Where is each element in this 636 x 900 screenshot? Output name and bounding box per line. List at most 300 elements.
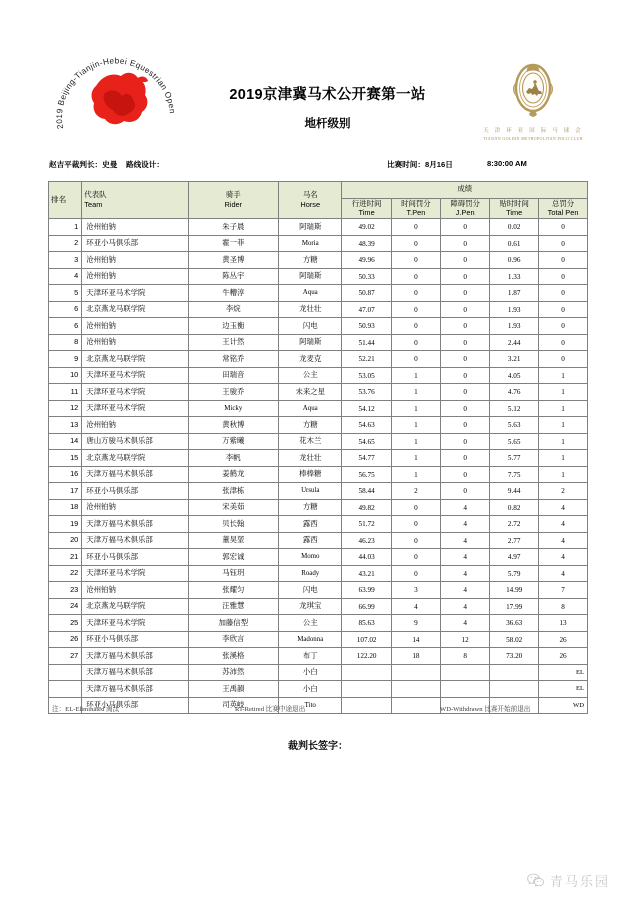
table-row <box>49 516 588 533</box>
col-header-horse-cn: 马名 <box>302 190 318 200</box>
event-logo <box>52 50 182 158</box>
cell-adjtime: 2.44 <box>490 334 539 351</box>
cell-team: 天津万福马术俱乐部 <box>82 664 188 681</box>
cell-total: 0 <box>539 301 588 318</box>
cell-total: 0 <box>539 219 588 236</box>
cell-jpen: 0 <box>441 417 490 434</box>
sheet-header <box>0 0 636 141</box>
cell-rider: 张溪格 <box>188 648 278 665</box>
cell-rank: 18 <box>49 499 82 516</box>
cell-rider: 张耀匀 <box>188 582 278 599</box>
cell-adjtime <box>490 681 539 698</box>
cell-team: 天津环亚马术学院 <box>82 615 188 632</box>
cell-time: 85.63 <box>342 615 391 632</box>
table-row <box>49 532 588 549</box>
cell-jpen: 0 <box>441 285 490 302</box>
cell-time: 56.75 <box>342 466 391 483</box>
cell-tpen: 0 <box>391 334 440 351</box>
cell-jpen: 0 <box>441 483 490 500</box>
cell-rider: 李欣言 <box>188 631 278 648</box>
cell-jpen: 4 <box>441 615 490 632</box>
cell-total: 0 <box>539 351 588 368</box>
cell-time: 44.03 <box>342 549 391 566</box>
cell-total: 26 <box>539 631 588 648</box>
col-header-adjtime-en: Time <box>506 208 523 218</box>
cell-rider: 王计然 <box>188 334 278 351</box>
legend-withdrawn: WD-Withdrawn 比赛开始前退出 <box>440 706 531 713</box>
cell-horse: 闪电 <box>279 582 342 599</box>
cell-rider: 黄圣博 <box>188 252 278 269</box>
cell-jpen: 0 <box>441 433 490 450</box>
cell-team: 沧州铂钠 <box>82 582 188 599</box>
cell-horse: Momo <box>279 549 342 566</box>
cell-rank: 14 <box>49 433 82 450</box>
col-header-rank: 排名 <box>49 182 82 219</box>
cell-rank: 4 <box>49 268 82 285</box>
cell-tpen: 1 <box>391 450 440 467</box>
cell-rider: 黄秋博 <box>188 417 278 434</box>
cell-total: 13 <box>539 615 588 632</box>
cell-time: 46.23 <box>342 532 391 549</box>
cell-jpen: 0 <box>441 351 490 368</box>
cell-adjtime: 0.82 <box>490 499 539 516</box>
cell-time: 54.12 <box>342 400 391 417</box>
col-header-time-en: Time <box>358 208 375 218</box>
beijing-tianjin-hebei-equestrian-open-logo <box>52 50 182 158</box>
cell-rider: 李烷 <box>188 301 278 318</box>
cell-adjtime: 73.20 <box>490 648 539 665</box>
cell-horse: 方糖 <box>279 499 342 516</box>
cell-adjtime: 7.75 <box>490 466 539 483</box>
cell-time: 49.96 <box>342 252 391 269</box>
cell-time: 51.72 <box>342 516 391 533</box>
col-header-time-cn: 行进时间 <box>351 198 382 208</box>
cell-tpen: 1 <box>391 433 440 450</box>
cell-jpen: 0 <box>441 252 490 269</box>
cell-time: 50.87 <box>342 285 391 302</box>
cell-rider: 汪雅慧 <box>188 598 278 615</box>
cell-adjtime: 0.96 <box>490 252 539 269</box>
cell-total: 4 <box>539 565 588 582</box>
cell-horse: 闪电 <box>279 318 342 335</box>
table-row <box>49 565 588 582</box>
table-row <box>49 648 588 665</box>
cell-rank: 3 <box>49 252 82 269</box>
cell-rank: 13 <box>49 417 82 434</box>
cell-team: 沧州铂钠 <box>82 499 188 516</box>
cell-team: 环亚小马俱乐部 <box>82 697 188 714</box>
cell-team: 沧州铂钠 <box>82 268 188 285</box>
cell-rank: 11 <box>49 384 82 401</box>
cell-total: 1 <box>539 433 588 450</box>
col-header-adjtime-cn: 贴时时间 <box>499 198 529 208</box>
cell-time: 66.99 <box>342 598 391 615</box>
cell-rider: 边玉衡 <box>188 318 278 335</box>
cell-rank: 26 <box>49 631 82 648</box>
cell-team: 天津环亚马术学院 <box>82 400 188 417</box>
cell-time: 50.93 <box>342 318 391 335</box>
cell-tpen: 0 <box>391 252 440 269</box>
table-row <box>49 450 588 467</box>
cell-jpen: 0 <box>441 334 490 351</box>
cell-tpen: 0 <box>391 219 440 236</box>
cell-adjtime: 4.05 <box>490 367 539 384</box>
cell-tpen: 0 <box>391 268 440 285</box>
cell-rank: 17 <box>49 483 82 500</box>
col-header-adjtime <box>490 198 539 219</box>
cell-adjtime: 4.76 <box>490 384 539 401</box>
col-header-rider-cn: 骑手 <box>225 190 241 200</box>
table-body <box>49 219 588 714</box>
cell-team: 沧州铂钠 <box>82 219 188 236</box>
cell-adjtime: 2.77 <box>490 532 539 549</box>
col-header-tpen <box>391 198 440 219</box>
cell-rank: 22 <box>49 565 82 582</box>
cell-total: 2 <box>539 483 588 500</box>
cell-horse: 公主 <box>279 367 342 384</box>
cell-jpen: 4 <box>441 549 490 566</box>
table-row <box>49 433 588 450</box>
cell-rank: 8 <box>49 334 82 351</box>
cell-tpen: 2 <box>391 483 440 500</box>
table-row <box>49 664 588 681</box>
cell-rider: 司英岐 <box>188 697 278 714</box>
cell-team: 环亚小马俱乐部 <box>82 483 188 500</box>
page-subtitle: 地杆级别 <box>304 117 351 130</box>
cell-jpen: 4 <box>441 598 490 615</box>
cell-horse: 龙麦克 <box>279 351 342 368</box>
cell-tpen: 0 <box>391 532 440 549</box>
cell-time: 58.44 <box>342 483 391 500</box>
cell-total: WD <box>539 697 588 714</box>
cell-jpen: 0 <box>441 384 490 401</box>
cell-horse: 小白 <box>279 681 342 698</box>
cell-adjtime: 14.99 <box>490 582 539 599</box>
cell-jpen: 12 <box>441 631 490 648</box>
cell-total: 1 <box>539 384 588 401</box>
cell-total: 4 <box>539 549 588 566</box>
col-header-rider <box>188 182 278 219</box>
cell-total: EL <box>539 681 588 698</box>
table-row <box>49 400 588 417</box>
cell-team: 天津环亚马术学院 <box>82 285 188 302</box>
cell-adjtime: 1.93 <box>490 301 539 318</box>
cell-jpen <box>441 664 490 681</box>
competition-date: 比赛时间：8月16日 <box>387 160 453 169</box>
col-header-jpen-cn: 障碍罚分 <box>450 198 480 208</box>
cell-adjtime: 1.33 <box>490 268 539 285</box>
cell-team: 沧州铂钠 <box>82 417 188 434</box>
cell-rank: 6 <box>49 318 82 335</box>
cell-adjtime <box>490 664 539 681</box>
cell-rider: 马钰玥 <box>188 565 278 582</box>
cell-horse: Tito <box>279 697 342 714</box>
cell-jpen: 0 <box>441 268 490 285</box>
table-header-row-1 <box>49 182 588 199</box>
cell-time: 49.02 <box>342 219 391 236</box>
cell-horse: 未来之星 <box>279 384 342 401</box>
cell-adjtime: 0.02 <box>490 219 539 236</box>
cell-rider: 王骏乔 <box>188 384 278 401</box>
cell-rider: 常铭乔 <box>188 351 278 368</box>
cell-jpen: 4 <box>441 516 490 533</box>
cell-total: 0 <box>539 318 588 335</box>
cell-adjtime: 5.65 <box>490 433 539 450</box>
cell-jpen: 8 <box>441 648 490 665</box>
cell-horse: Moria <box>279 235 342 252</box>
cell-time: 53.76 <box>342 384 391 401</box>
cell-team: 北京燕龙马联学院 <box>82 450 188 467</box>
table-row <box>49 417 588 434</box>
cell-total: 8 <box>539 598 588 615</box>
cell-adjtime: 9.44 <box>490 483 539 500</box>
cell-total: 1 <box>539 450 588 467</box>
table-row <box>49 367 588 384</box>
cell-rank: 20 <box>49 532 82 549</box>
cell-time: 49.82 <box>342 499 391 516</box>
cell-horse: 露西 <box>279 516 342 533</box>
competition-time: 8:30:00 AM <box>487 159 527 168</box>
table-row <box>49 549 588 566</box>
table-row <box>49 615 588 632</box>
cell-time: 43.21 <box>342 565 391 582</box>
cell-adjtime: 5.63 <box>490 417 539 434</box>
cell-tpen: 0 <box>391 318 440 335</box>
table-row <box>49 252 588 269</box>
cell-team: 天津环亚马术学院 <box>82 384 188 401</box>
col-header-tpen-cn: 时间罚分 <box>401 198 431 208</box>
cell-rank: 21 <box>49 549 82 566</box>
table-row <box>49 384 588 401</box>
col-header-jpen <box>441 198 490 219</box>
cell-tpen: 0 <box>391 516 440 533</box>
cell-jpen: 0 <box>441 466 490 483</box>
table-row <box>49 285 588 302</box>
cell-team: 环亚小马俱乐部 <box>82 549 188 566</box>
cell-total: 1 <box>539 466 588 483</box>
cell-total: 0 <box>539 268 588 285</box>
cell-horse: 龙壮壮 <box>279 450 342 467</box>
cell-horse: 阿瑞斯 <box>279 334 342 351</box>
cell-rider: 牛糟淳 <box>188 285 278 302</box>
cell-jpen: 4 <box>441 582 490 599</box>
cell-rank: 19 <box>49 516 82 533</box>
cell-tpen: 3 <box>391 582 440 599</box>
cell-total: 0 <box>539 285 588 302</box>
col-header-totalpen-en: Total Pen <box>547 208 579 218</box>
cell-total: 26 <box>539 648 588 665</box>
col-header-horse-en: Horse <box>300 200 321 210</box>
cell-tpen: 1 <box>391 384 440 401</box>
cell-rank: 9 <box>49 351 82 368</box>
judge-info: 赵吉平裁判长：史曼 <box>49 160 118 169</box>
competition-info-bar <box>0 156 636 174</box>
cell-team: 沧州铂钠 <box>82 318 188 335</box>
cell-tpen: 9 <box>391 615 440 632</box>
cell-tpen: 1 <box>391 367 440 384</box>
course-designer-info: 路线设计： <box>126 160 164 169</box>
table-row <box>49 466 588 483</box>
col-header-rider-en: Rider <box>224 200 243 210</box>
cell-rank: 25 <box>49 615 82 632</box>
cell-jpen: 4 <box>441 532 490 549</box>
cell-horse: 阿瑞斯 <box>279 268 342 285</box>
cell-rank <box>49 681 82 698</box>
cell-rank: 12 <box>49 400 82 417</box>
table-row <box>49 483 588 500</box>
cell-horse: 露西 <box>279 532 342 549</box>
cell-tpen <box>391 664 440 681</box>
cell-jpen: 0 <box>441 318 490 335</box>
cell-time: 51.44 <box>342 334 391 351</box>
cell-adjtime: 36.63 <box>490 615 539 632</box>
cell-rank: 27 <box>49 648 82 665</box>
table-row <box>49 334 588 351</box>
cell-tpen: 1 <box>391 400 440 417</box>
logo-arc-text: 2019 Beijing-Tianjin-Hebei Equestrian Open <box>54 56 177 130</box>
title-block <box>185 88 470 131</box>
club-logo-english-name: TIANJIN GOLDIN METROPOLITAN POLO CLUB <box>483 135 583 141</box>
table-row <box>49 318 588 335</box>
cell-team: 环亚小马俱乐部 <box>82 631 188 648</box>
cell-time: 63.99 <box>342 582 391 599</box>
cell-tpen: 1 <box>391 417 440 434</box>
cell-rank: 10 <box>49 367 82 384</box>
cell-horse: 方糖 <box>279 252 342 269</box>
polo-club-crest-icon <box>511 62 555 118</box>
table-row <box>49 681 588 698</box>
cell-total: 0 <box>539 235 588 252</box>
cell-tpen: 18 <box>391 648 440 665</box>
cell-jpen: 0 <box>441 450 490 467</box>
club-logo-chinese-name: 天 津 环 亚 国 际 马 球 会 <box>483 128 583 134</box>
cell-rider: 陈丛宇 <box>188 268 278 285</box>
cell-jpen: 0 <box>441 400 490 417</box>
cell-team: 沧州铂钠 <box>82 334 188 351</box>
cell-rider: 王禹韻 <box>188 681 278 698</box>
cell-time: 53.05 <box>342 367 391 384</box>
cell-total: 1 <box>539 367 588 384</box>
legend-retired: RT-Retired 比赛中途退出 <box>235 706 306 713</box>
table-row <box>49 499 588 516</box>
cell-team: 天津万福马术俱乐部 <box>82 532 188 549</box>
col-header-team <box>82 182 188 219</box>
cell-team: 北京燕龙马联学院 <box>82 351 188 368</box>
cell-horse: Roady <box>279 565 342 582</box>
cell-jpen <box>441 681 490 698</box>
cell-adjtime: 5.77 <box>490 450 539 467</box>
cell-total: 1 <box>539 417 588 434</box>
cell-team: 天津万福马术俱乐部 <box>82 648 188 665</box>
cell-tpen: 1 <box>391 466 440 483</box>
cell-tpen: 0 <box>391 301 440 318</box>
cell-tpen: 0 <box>391 499 440 516</box>
table-row <box>49 631 588 648</box>
cell-total: 7 <box>539 582 588 599</box>
cell-team: 沧州铂钠 <box>82 252 188 269</box>
cell-team: 天津万福马术俱乐部 <box>82 516 188 533</box>
cell-time <box>342 681 391 698</box>
footer-bar <box>0 860 636 900</box>
cell-total: 4 <box>539 516 588 533</box>
col-header-jpen-en: J.Pen <box>455 208 475 218</box>
cell-jpen: 0 <box>441 235 490 252</box>
cell-time: 54.63 <box>342 417 391 434</box>
cell-rider: 苏沛然 <box>188 664 278 681</box>
cell-horse: 公主 <box>279 615 342 632</box>
cell-rider: 董昊堃 <box>188 532 278 549</box>
cell-tpen: 0 <box>391 235 440 252</box>
cell-team: 唐山万骏马术俱乐部 <box>82 433 188 450</box>
cell-rank: 6 <box>49 301 82 318</box>
cell-horse: 棒棒糖 <box>279 466 342 483</box>
cell-adjtime: 4.97 <box>490 549 539 566</box>
cell-horse: Ursula <box>279 483 342 500</box>
cell-tpen <box>391 681 440 698</box>
cell-rider: 加藤信型 <box>188 615 278 632</box>
logo-horse-shape <box>92 73 148 124</box>
cell-adjtime: 2.72 <box>490 516 539 533</box>
cell-total: 4 <box>539 532 588 549</box>
table-row <box>49 235 588 252</box>
cell-horse: 小白 <box>279 664 342 681</box>
cell-horse: Aqua <box>279 400 342 417</box>
col-header-team-cn: 代表队 <box>84 190 107 200</box>
results-table <box>48 181 588 714</box>
table-row <box>49 582 588 599</box>
legend-eliminated: 注：EL-Eliminated 淘汰 <box>52 706 120 713</box>
cell-time: 52.21 <box>342 351 391 368</box>
cell-rider: 贝长翰 <box>188 516 278 533</box>
cell-rider: 张津栋 <box>188 483 278 500</box>
cell-team: 天津环亚马术学院 <box>82 367 188 384</box>
cell-total: 1 <box>539 400 588 417</box>
cell-time: 50.33 <box>342 268 391 285</box>
cell-time: 122.20 <box>342 648 391 665</box>
cell-total: 4 <box>539 499 588 516</box>
col-header-team-en: Team <box>84 200 103 210</box>
cell-rider: 万紫曦 <box>188 433 278 450</box>
cell-team: 环亚小马俱乐部 <box>82 235 188 252</box>
cell-rank: 16 <box>49 466 82 483</box>
cell-horse: 阿瑞斯 <box>279 219 342 236</box>
cell-jpen: 0 <box>441 219 490 236</box>
col-header-score-group: 成绩 <box>342 182 588 199</box>
page-title: 2019京津冀马术公开赛第一站 <box>229 87 426 103</box>
col-header-totalpen <box>539 198 588 219</box>
cell-jpen: 0 <box>441 367 490 384</box>
cell-adjtime: 0.61 <box>490 235 539 252</box>
cell-time: 48.39 <box>342 235 391 252</box>
cell-horse: Aqua <box>279 285 342 302</box>
cell-tpen: 0 <box>391 565 440 582</box>
cell-total: 0 <box>539 334 588 351</box>
cell-rank: 24 <box>49 598 82 615</box>
club-logo <box>478 62 588 141</box>
col-header-totalpen-cn: 总罚分 <box>551 198 575 208</box>
cell-horse: 方糖 <box>279 417 342 434</box>
col-header-time <box>342 198 391 219</box>
cell-jpen: 4 <box>441 565 490 582</box>
cell-rank: 2 <box>49 235 82 252</box>
table-row <box>49 598 588 615</box>
cell-rider: 田瑞音 <box>188 367 278 384</box>
cell-team: 北京燕龙马联学院 <box>82 598 188 615</box>
cell-team: 天津环亚马术学院 <box>82 565 188 582</box>
cell-time: 54.65 <box>342 433 391 450</box>
cell-tpen: 0 <box>391 351 440 368</box>
cell-rider: 朱子晨 <box>188 219 278 236</box>
